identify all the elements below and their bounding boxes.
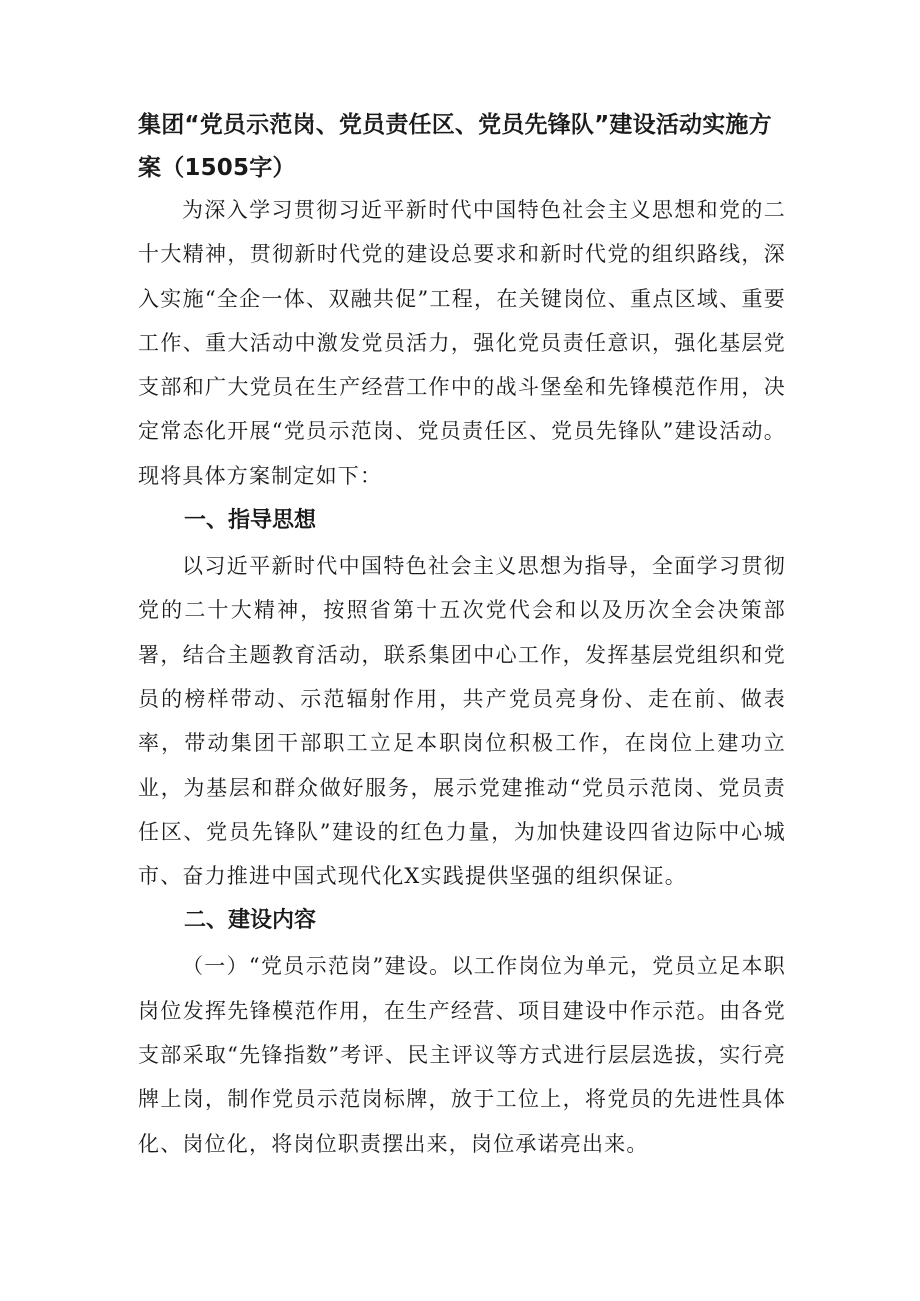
- document-body: [138, 104, 786, 1166]
- section-1-paragraph: 以习近平新时代中国特色社会主义思想为指导，全面学习贯彻党的二十大精神，按照省第十五次党代会和以及历次全会决策部署，结合主题教育活动，联系集团中心工作，发挥基层党组织和党员的榜样带动、示范辐射作用，共产党员亮身份、走在前、做表率，带动集团干部职工立足本职岗位积极工作，在岗位上建功立业，为基层和群众做好服务，展示党建推动“党员示范岗、党员责任区、党员先锋队”建设的红色力量，为加快建设四省边际中心城市、奋力推进中国式现代化X实践提供坚强的组织保证。: [138, 554, 786, 889]
- section-heading-construction-content: 二、建设内容: [184, 908, 317, 934]
- document-title: 集团“党员示范岗、党员责任区、党员先锋队”建设活动实施方案（1505字）: [138, 112, 772, 181]
- section-heading-guiding-ideology: 一、指导思想: [184, 508, 317, 534]
- intro-paragraph: 为深入学习贯彻习近平新时代中国特色社会主义思想和党的二十大精神，贯彻新时代党的建设总要求和新时代党的组织路线，深入实施“全企一体、双融共促”工程，在关键岗位、重点区域、重要工作、重大活动中激发党员活力，强化党员责任意识，强化基层党支部和广大党员在生产经营工作中的战斗堡垒和先锋模范作用，决定常态化开展“党员示范岗、党员责任区、党员先锋队”建设活动。现将具体方案制定如下：: [138, 198, 786, 488]
- section-2-item-1-paragraph: （一）“党员示范岗”建设。以工作岗位为单元，党员立足本职岗位发挥先锋模范作用，在生产经营、项目建设中作示范。由各党支部采取“先锋指数”考评、民主评议等方式进行层层选拔，实行亮牌上岗，制作党员示范岗标牌，放于工位上，将党员的先进性具体化、岗位化，将岗位职责摆出来，岗位承诺亮出来。: [138, 954, 786, 1156]
